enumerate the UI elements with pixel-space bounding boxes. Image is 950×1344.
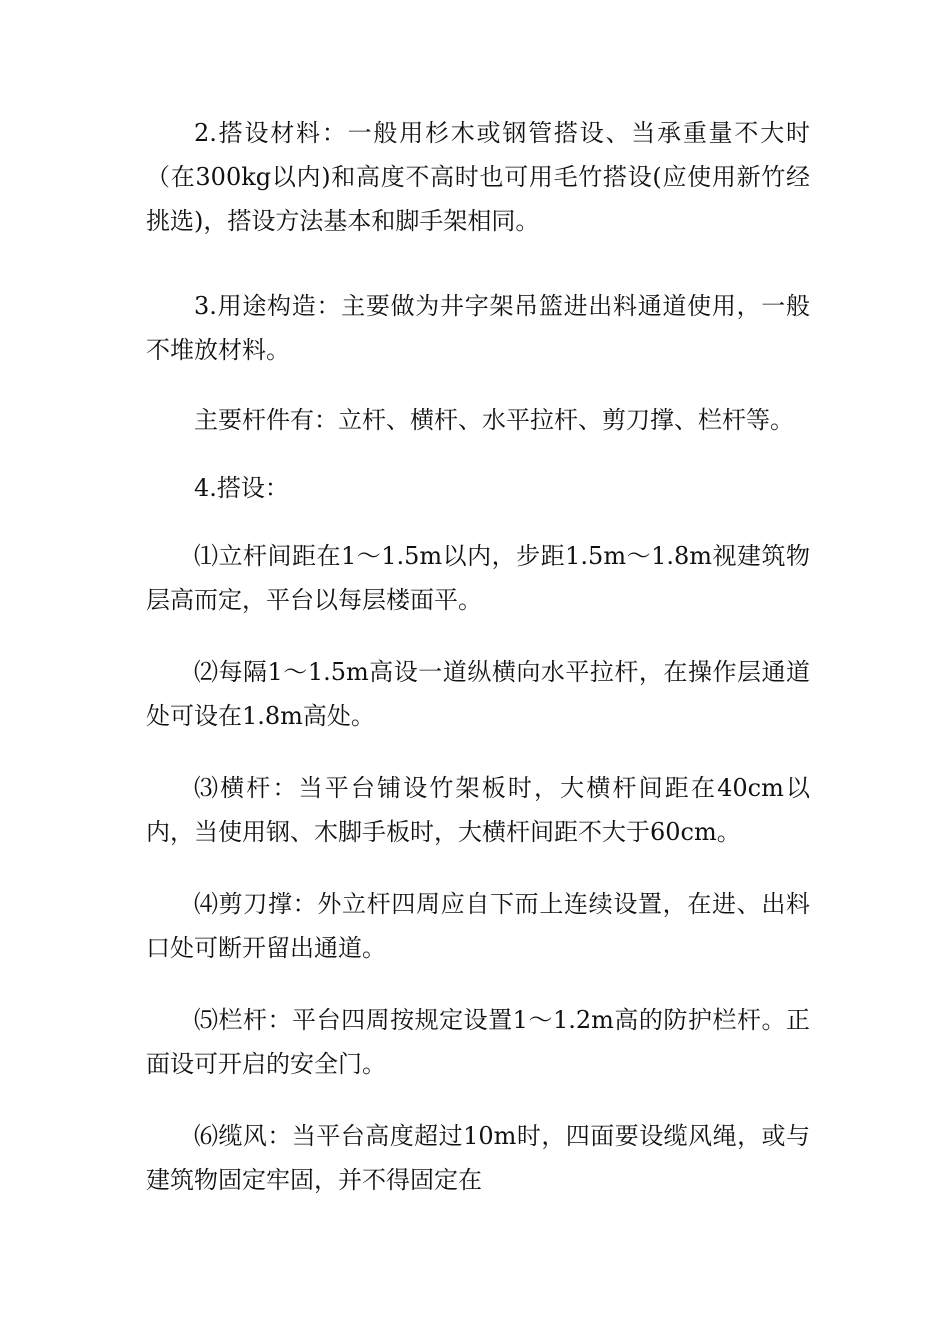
paragraph-main-members: 主要杆件有：立杆、横杆、水平拉杆、剪刀撑、栏杆等。: [194, 406, 794, 434]
paragraph-item-3: ⑶横杆：当平台铺设竹架板时，大横杆间距在40cm以内，当使用钢、木脚手板时，大横杆间距不大于60cm。: [146, 774, 810, 846]
paragraph-item-2: ⑵每隔1～1.5m高设一道纵横向水平拉杆，在操作层通道处可设在1.8m高处。: [146, 658, 810, 730]
paragraph-item-6: ⑹缆风：当平台高度超过10m时，四面要设缆风绳，或与建筑物固定牢固，并不得固定在: [146, 1122, 810, 1194]
paragraph-item-1: ⑴立杆间距在1～1.5m以内，步距1.5m～1.8m视建筑物层高而定，平台以每层楼面平。: [146, 542, 810, 614]
paragraph-item-5: ⑸栏杆：平台四周按规定设置1～1.2m高的防护栏杆。正面设可开启的安全门。: [146, 1006, 810, 1078]
paragraph-usage-structure: 3.用途构造：主要做为井字架吊篮进出料通道使用，一般不堆放材料。: [146, 292, 810, 364]
paragraph-erection-heading: 4.搭设：: [194, 474, 289, 502]
paragraph-item-4: ⑷剪刀撑：外立杆四周应自下而上连续设置，在进、出料口处可断开留出通道。: [146, 890, 810, 962]
paragraph-materials: 2.搭设材料：一般用杉木或钢管搭设、当承重量不大时（在300kg以内)和高度不高时也可用毛竹搭设(应使用新竹经挑选)，搭设方法基本和脚手架相同。: [146, 119, 810, 235]
